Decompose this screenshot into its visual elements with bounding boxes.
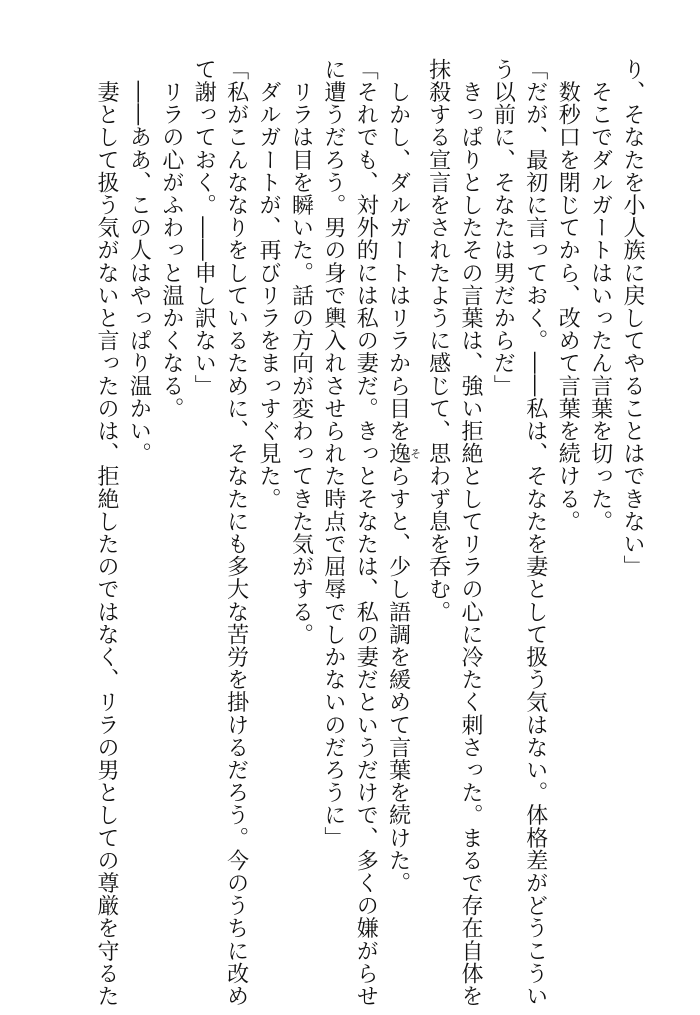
text-line-10: に遭うだろう。男の身で輿入れさせられた時点で屈辱でしかないのだろうに」 (320, 58, 346, 849)
ruby-annotation (385, 442, 422, 465)
text-line-2: そこでダルガートはいったん言葉を切った。 (587, 58, 613, 533)
text-line-11: リラは目を瞬いた。話の方向が変わってきた気がする。 (288, 58, 314, 646)
text-line-3: 数秒口を閉じてから、改めて言葉を続ける。 (555, 58, 581, 533)
text-line-8-after-ruby: らすと、少し語調を緩めて言葉を続けた。 (385, 464, 411, 895)
text-line-14: て謝っておく。――申し訳ない」 (191, 58, 217, 397)
ruby-base: 逸 (385, 442, 411, 465)
text-line-17: 妻として扱う気がないと言ったのは、拒絶したのではなく、リラの男としての尊厳を守るた (94, 58, 119, 1008)
ruby-reading: そ (408, 442, 422, 465)
text-line-5: う以前に、そなたは男だからだ」 (490, 58, 516, 397)
text-line-8-before-ruby: しかし、ダルガートはリラから目を (385, 58, 411, 443)
text-line-15: リラの心がふわっと温かくなる。 (158, 58, 184, 420)
text-line-9: 「それでも、対外的には私の妻だ。きっとそなたは、私の妻だというだけで、多くの嫌がらせ (353, 58, 379, 1008)
text-line-1: り、そなたを小人族に戻してやることはできない」 (620, 58, 645, 578)
vertical-text-block (90, 58, 648, 1008)
text-line-6: きっぱりとしたその言葉は、強い拒絶としてリラの心に冷たく刺さった。まるで存在自体を (457, 58, 483, 1008)
text-line-13: 「私がこんななりをしているために、そなたにも多大な苦労を掛けるだろう。今のうちに改め (223, 58, 249, 1008)
text-line-12: ダルガートが、再びリラをまっすぐ見た。 (256, 58, 282, 510)
text-line-4: 「だが、最初に言っておく。――私は、そなたを妻として扱う気はない。体格差がどうこうい (522, 58, 548, 1008)
text-line-8 (381, 58, 421, 963)
text-line-16: ――ああ、この人はやっぱり温かい。 (126, 58, 152, 465)
text-line-7: 抹殺する宣言をされたように感じて、思わず息を呑む。 (425, 58, 451, 623)
